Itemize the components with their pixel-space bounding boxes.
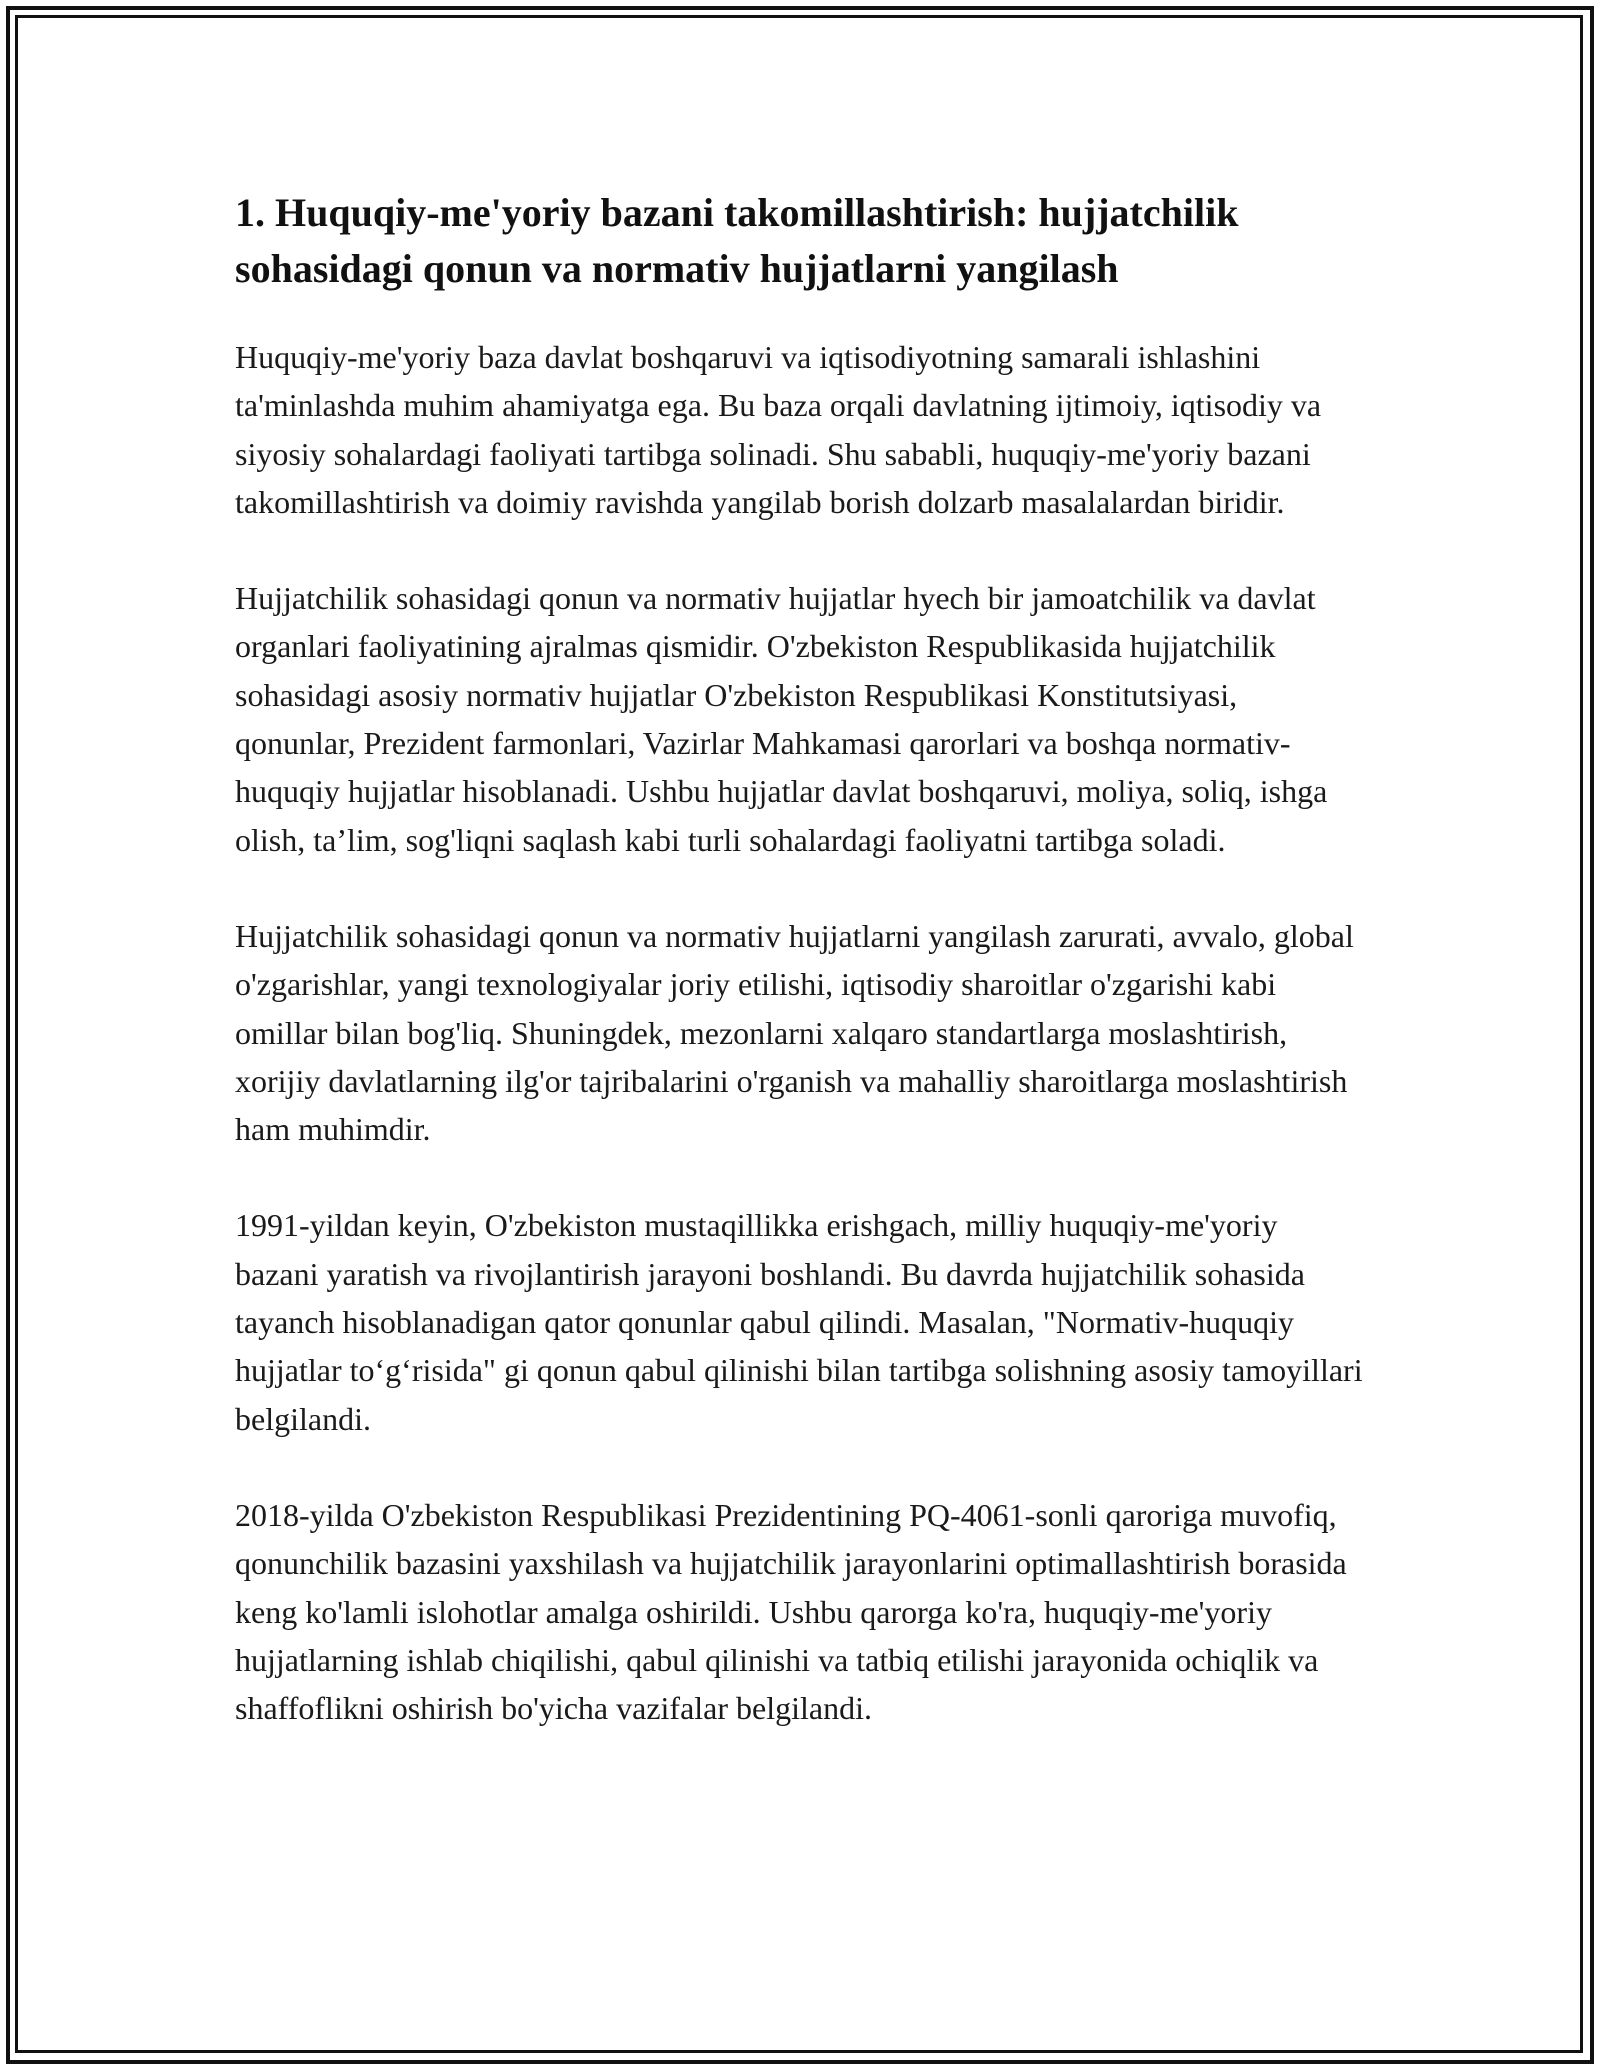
paragraph-5: 2018-yilda O'zbekiston Respublikasi Prezidentining PQ-4061-sonli qaroriga muvofiq, qonunchilik bazasini yaxshilash va hujjatchilik jarayonlarini optimallashtirish borasida keng ko'lamli islohotlar amalga oshirildi. Ushbu qarorga ko'ra, huquqiy-me'yoriy hujjatlarning ishlab chiqilishi, qabul qilinishi va tatbiq etilishi jarayonida ochiqlik va shaffoflikni oshirish bo'yicha vazifalar belgilandi. <box>235 1496 1347 1727</box>
paragraph-1: Huquqiy-me'yoriy baza davlat boshqaruvi va iqtisodiyotning samarali ishlashini ta'minlashda muhim ahamiyatga ega. Bu baza orqali davlatning ijtimoiy, iqtisodiy va siyosiy sohalardagi faoliyati tartibga solinadi. Shu sababli, huquqiy-me'yoriy bazani takomillashtirish va doimiy ravishda yangilab borish dolzarb masalalardan biridir. <box>235 339 1322 520</box>
paragraph-2: Hujjatchilik sohasidagi qonun va normativ hujjatlar hyech bir jamoatchilik va davlat organlari faoliyatining ajralmas qismidir. O'zbekiston Respublikasida hujjatchilik sohasidagi asosiy normativ hujjatlar O'zbekiston Respublikasi Konstitutsiyasi, qonunlar, Prezident farmonlari, Vazirlar Mahkamasi qarorlari va boshqa normativ-huquqiy hujjatlar hisoblanadi. Ushbu hujjatlar davlat boshqaruvi, moliya, soliq, ishga olish, ta’lim, sog'liqni saqlash kabi turli sohalardagi faoliyatni tartibga soladi. <box>235 580 1328 858</box>
paragraph-4: 1991-yildan keyin, O'zbekiston mustaqillikka erishgach, milliy huquqiy-me'yoriy bazani yaratish va rivojlantirish jarayoni boshlandi. Bu davrda hujjatchilik sohasida tayanch hisoblanadigan qator qonunlar qabul qilindi. Masalan, "Normativ-huquqiy hujjatlar to‘g‘risida" gi qonun qabul qilinishi bilan tartibga solishning asosiy tamoyillari belgilandi. <box>235 1207 1363 1437</box>
section-heading: 1. Huquqiy-me'yoriy bazani takomillashtirish: hujjatchilik sohasidagi qonun va normativ hujjatlarni yangilash <box>235 190 1239 291</box>
document-body <box>235 185 1365 1780</box>
paragraph-3: Hujjatchilik sohasidagi qonun va normativ hujjatlarni yangilash zarurati, avvalo, global o'zgarishlar, yangi texnologiyalar joriy etilishi, iqtisodiy sharoitlar o'zgarishi kabi omillar bilan bog'liq. Shuningdek, mezonlarni xalqaro standartlarga moslashtirish, xorijiy davlatlarning ilg'or tajribalarini o'rganish va mahalliy sharoitlarga moslashtirish ham muhimdir. <box>235 917 1354 1148</box>
